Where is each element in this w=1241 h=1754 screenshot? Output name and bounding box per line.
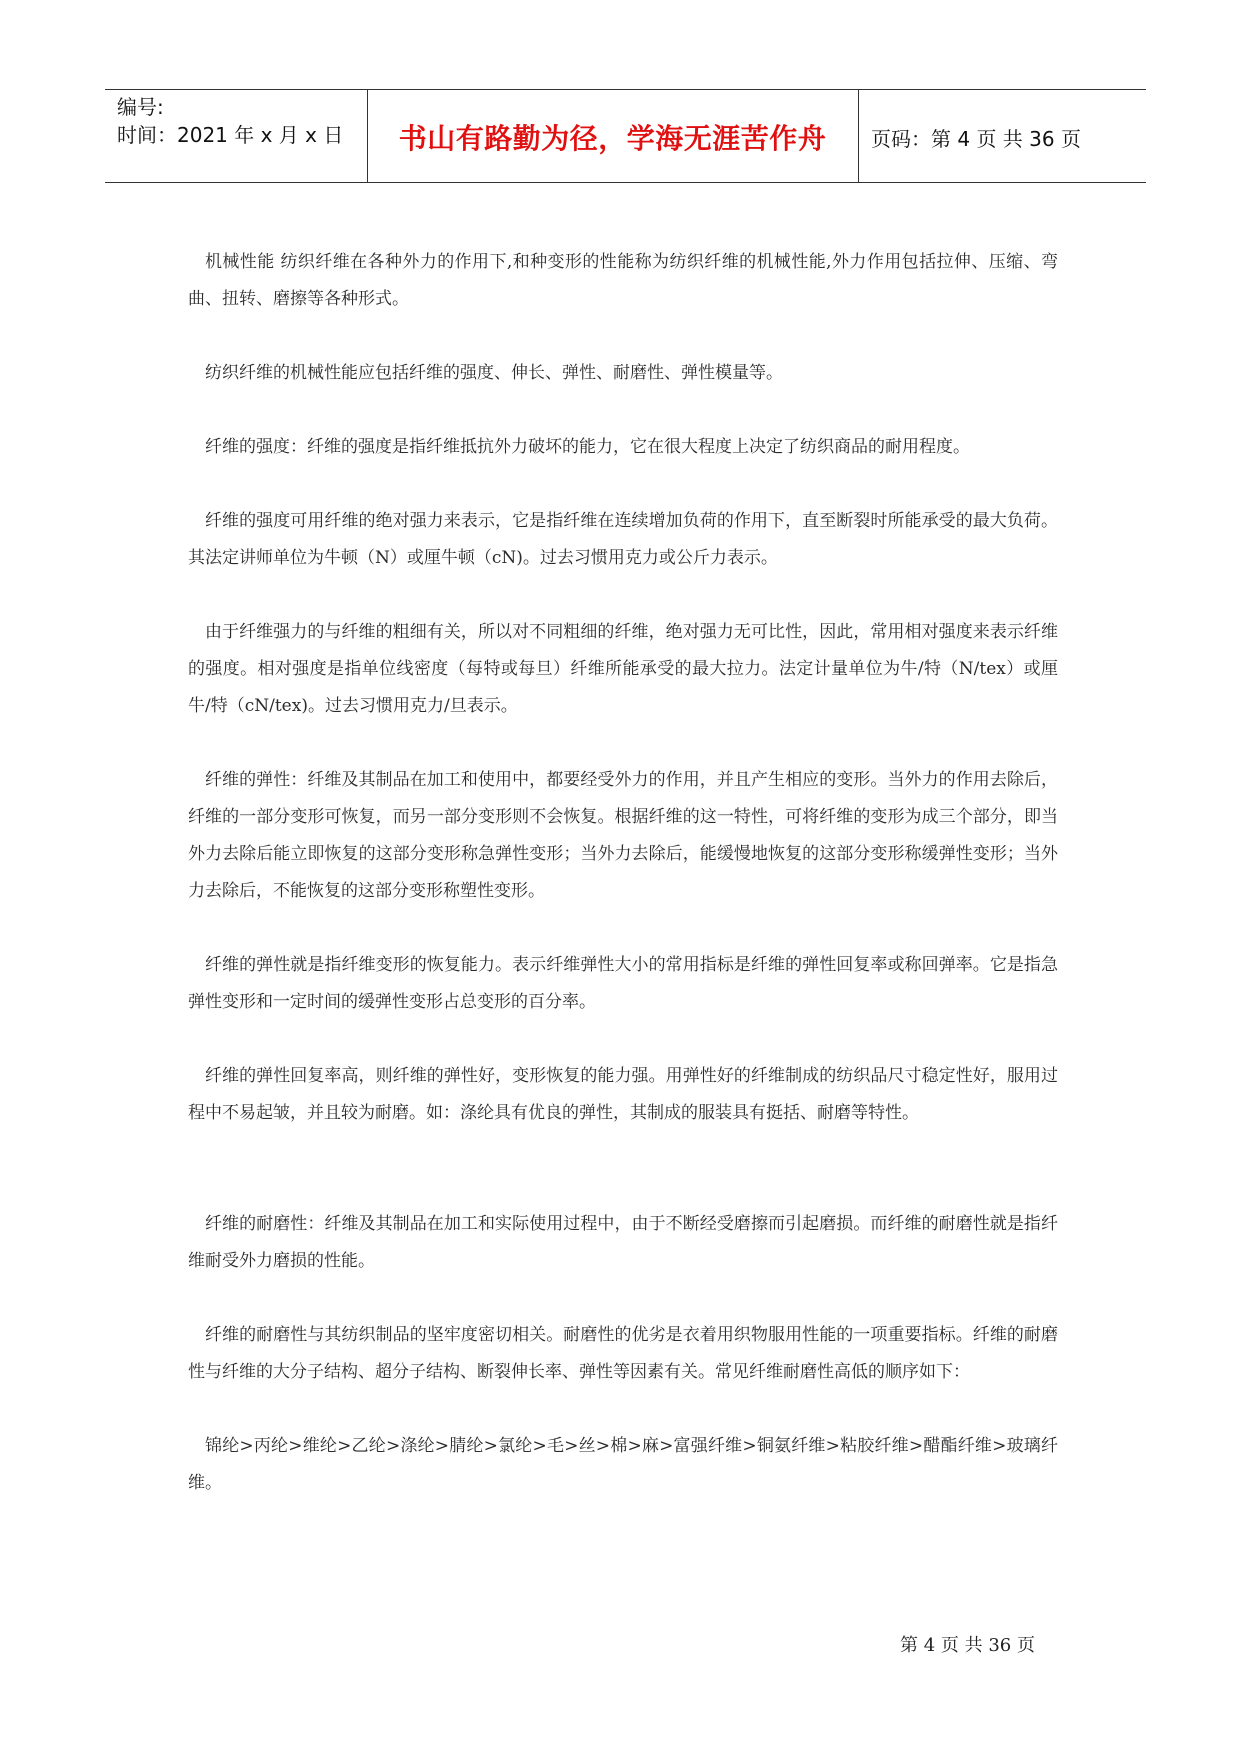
paragraph: 纤维的强度可用纤维的绝对强力来表示，它是指纤维在连续增加负荷的作用下，直至断裂时所能承受的最大负荷。其法定讲师单位为牛顿（N）或厘牛顿（cN)。过去习惯用克力或公斤力表示。 [188,511,1058,568]
paragraph: 机械性能 纺织纤维在各种外力的作用下,和种变形的性能称为纺织纤维的机械性能,外力作用包括拉伸、压缩、弯曲、扭转、磨擦等各种形式。 [188,252,1058,309]
paragraph: 纺织纤维的机械性能应包括纤维的强度、伸长、弹性、耐磨性、弹性模量等。 [205,363,783,383]
paragraph: 锦纶>丙纶>维纶>乙纶>涤纶>腈纶>氯纶>毛>丝>棉>麻>富强纤维>铜氨纤维>粘胶纤维>醋酯纤维>玻璃纤维。 [188,1436,1058,1493]
paragraph: 纤维的弹性：纤维及其制品在加工和使用中，都要经受外力的作用，并且产生相应的变形。当外力的作用去除后，纤维的一部分变形可恢复，而另一部分变形则不会恢复。根据纤维的这一特性，可将纤维的变形为成三个部分，即当外力去除后能立即恢复的这部分变形称急弹性变形；当外力去除后，能缓慢地恢复的这部分变形称缓弹性变形；当外力去除后，不能恢复的这部分变形称塑性变形。 [188,770,1058,901]
paragraph: 纤维的强度：纤维的强度是指纤维抵抗外力破坏的能力，它在很大程度上决定了纺织商品的耐用程度。 [205,437,970,457]
paragraph: 纤维的耐磨性与其纺织制品的坚牢度密切相关。耐磨性的优劣是衣着用织物服用性能的一项重要指标。纤维的耐磨性与纤维的大分子结构、超分子结构、断裂伸长率、弹性等因素有关。常见纤维耐磨性高低的顺序如下： [188,1325,1058,1382]
document-number-label: 编号: [117,95,164,119]
document-body [188,244,1058,1502]
paragraph: 由于纤维强力的与纤维的粗细有关，所以对不同粗细的纤维，绝对强力无可比性，因此，常用相对强度来表示纤维的强度。相对强度是指单位线密度（每特或每旦）纤维所能承受的最大拉力。法定计量单位为牛/特（N/tex）或厘牛/特（cN/tex)。过去习惯用克力/旦表示。 [188,622,1058,716]
page-footer: 第 4 页 共 36 页 [900,1635,1035,1656]
paragraph: 纤维的弹性就是指纤维变形的恢复能力。表示纤维弹性大小的常用指标是纤维的弹性回复率或称回弹率。它是指急弹性变形和一定时间的缓弹性变形占总变形的百分率。 [188,955,1058,1012]
header-left-cell [117,93,343,149]
header-divider-right [858,90,859,182]
document-time-label: 时间：2021 年 x 月 x 日 [117,123,344,147]
header-page-info: 页码：第 4 页 共 36 页 [871,126,1081,151]
page-header [105,89,1146,183]
header-motto: 书山有路勤为径，学海无涯苦作舟 [398,122,827,155]
paragraph: 纤维的耐磨性：纤维及其制品在加工和实际使用过程中，由于不断经受磨擦而引起磨损。而纤维的耐磨性就是指纤维耐受外力磨损的性能。 [188,1214,1058,1271]
paragraph: 纤维的弹性回复率高，则纤维的弹性好，变形恢复的能力强。用弹性好的纤维制成的纺织品尺寸稳定性好，服用过程中不易起皱，并且较为耐磨。如：涤纶具有优良的弹性，其制成的服装具有挺括、耐磨等特性。 [188,1066,1058,1123]
